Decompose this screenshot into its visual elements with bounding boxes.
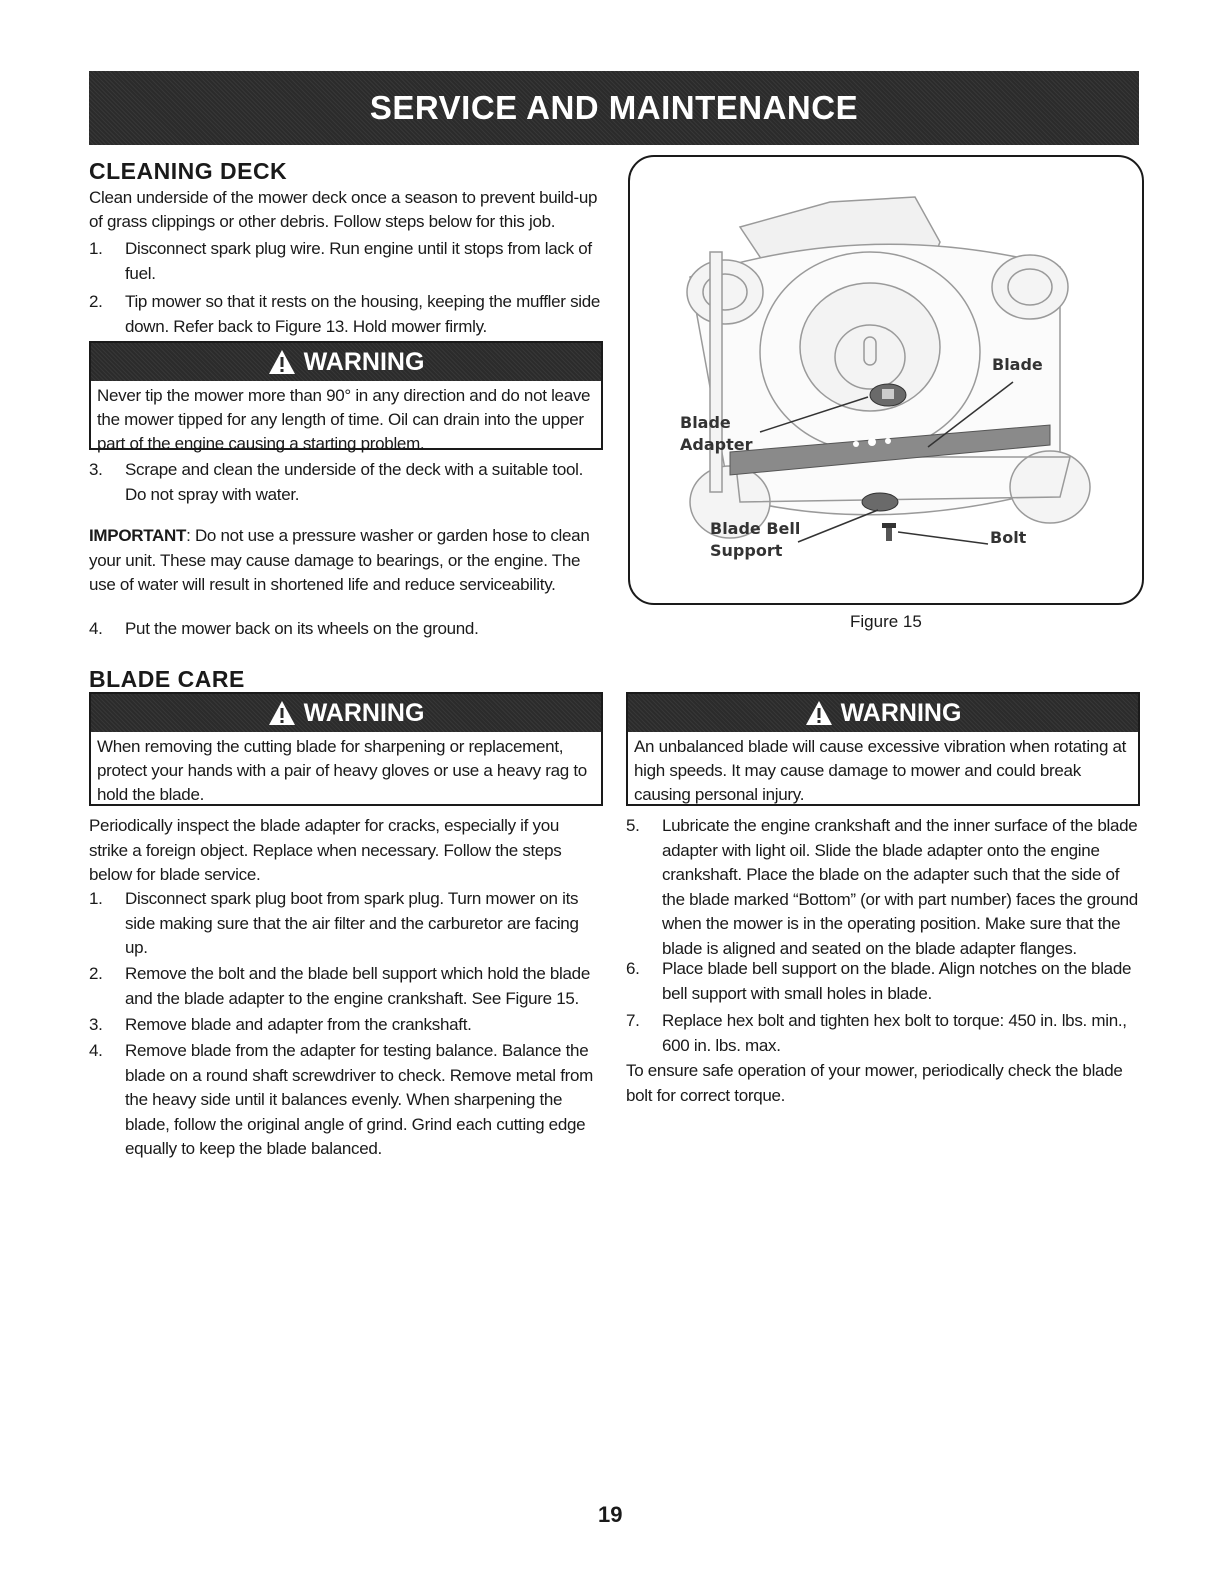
cleaning-step-1 [89,237,604,286]
warning-text: Never tip the mower more than 90° in any direction and do not leave the mower tipped for any length of time. Oil can drain into the upper part of the engine causing a starting problem. [97,386,591,453]
blade-step-3 [89,1013,594,1038]
step-text: Disconnect spark plug boot from spark plug. Turn mower on its side making sure that the air filter and the carburetor are facing up. [125,889,579,957]
cleaning-step-2 [89,290,604,339]
warning-box-removing-blade [89,692,603,806]
step-number: 1. [89,239,103,258]
step-text: Replace hex bolt and tighten hex bolt to torque: 450 in. lbs. min., 600 in. lbs. max. [662,1011,1127,1055]
step-text: Disconnect spark plug wire. Run engine until it stops from lack of fuel. [125,239,592,283]
blade-care-closing: To ensure safe operation of your mower, periodically check the blade bolt for correct torque. [626,1061,1123,1105]
step-number: 7. [626,1011,640,1030]
section-banner [89,71,1139,145]
step-number: 4. [89,619,103,638]
step-text: Scrape and clean the underside of the deck with a suitable tool. Do not spray with water. [125,460,584,504]
label-blade: Blade [992,355,1043,374]
warning-box-unbalanced-blade [626,692,1140,806]
cleaning-deck-heading: CLEANING DECK [89,158,288,184]
cleaning-step-3 [89,458,604,507]
warning-header [628,694,1138,732]
warning-header [91,343,601,381]
cleaning-intro-line2: of grass clippings or other debris. Follow steps below for this job. [89,212,556,231]
warning-header [91,694,601,732]
label-bolt: Bolt [990,528,1027,547]
figure-15-frame [628,155,1144,605]
step-text: Remove blade from the adapter for testing balance. Balance the blade on a round shaft screwdriver to check. Remove metal from the heavy side until it balances evenly. When sharpening the blade, follow the original angle of grind. Grind each cutting edge equally to keep the blade balanced. [125,1041,594,1158]
blade-step-6 [626,957,1141,1006]
important-note [89,524,604,598]
step-text: Remove blade and adapter from the crankshaft. [125,1015,472,1034]
blade-step-5 [626,814,1141,961]
page-number: 19 [598,1502,623,1527]
label-blade-bell-line1: Blade Bell [710,519,801,538]
step-number: 3. [89,1015,103,1034]
warning-triangle-icon [805,700,833,726]
step-number: 1. [89,889,103,908]
warning-box-tip-mower [89,341,603,453]
step-number: 4. [89,1041,103,1060]
step-number: 6. [626,959,640,978]
step-number: 2. [89,292,103,311]
mower-underside-illustration [630,157,1142,603]
step-text: Remove the bolt and the blade bell support which hold the blade and the blade adapter to the engine crankshaft. See Figure 15. [125,964,590,1008]
blade-step-7 [626,1009,1141,1058]
warning-triangle-icon [268,700,296,726]
step-number: 3. [89,460,103,479]
label-blade-adapter-line2: Adapter [680,435,753,454]
blade-care-heading: BLADE CARE [89,666,245,692]
warning-title: WARNING [303,698,425,727]
step-number: 2. [89,964,103,983]
cleaning-intro-line1: Clean underside of the mower deck once a season to prevent build-up [89,188,598,207]
blade-step-1 [89,887,594,961]
warning-text: When removing the cutting blade for sharpening or replacement, protect your hands with a pair of heavy gloves or use a heavy rag to hold the blade. [97,737,587,804]
important-label: IMPORTANT [89,526,187,545]
page-title: SERVICE AND MAINTENANCE [369,89,859,126]
warning-title: WARNING [840,698,962,727]
blade-step-2 [89,962,594,1011]
step-text: Tip mower so that it rests on the housing, keeping the muffler side down. Refer back to Figure 13. Hold mower firmly. [125,292,601,336]
cleaning-step-4 [89,617,604,642]
figure-caption: Figure 15 [850,612,922,631]
label-blade-adapter-line1: Blade [680,413,731,432]
label-blade-bell-line2: Support [710,541,783,560]
warning-title: WARNING [303,347,425,376]
blade-care-intro: Periodically inspect the blade adapter for cracks, especially if you strike a foreign object. Replace when necessary. Follow the steps below for blade service. [89,816,562,884]
warning-triangle-icon [268,349,296,375]
step-text: Put the mower back on its wheels on the ground. [125,619,479,638]
step-number: 5. [626,816,640,835]
step-text: Lubricate the engine crankshaft and the inner surface of the blade adapter with light oil. Slide the blade adapter onto the engine crankshaft. Place the blade on the adapter such that the side of the blade marked “Bottom” (or with part number) faces the ground when the mower is in the operating position. Make sure that the blade is aligned and seated on the blade adapter flanges. [662,816,1138,958]
blade-step-4 [89,1039,594,1162]
important-text: : Do not use a pressure washer or garden hose to clean your unit. These may cause damage to bearings, or the engine. The use of water will result in shortened life and reduce serviceability. [89,526,590,594]
step-text: Place blade bell support on the blade. Align notches on the blade bell support with small holes in blade. [662,959,1132,1003]
warning-text: An unbalanced blade will cause excessive vibration when rotating at high speeds. It may cause damage to mower and could break causing personal injury. [634,737,1127,804]
